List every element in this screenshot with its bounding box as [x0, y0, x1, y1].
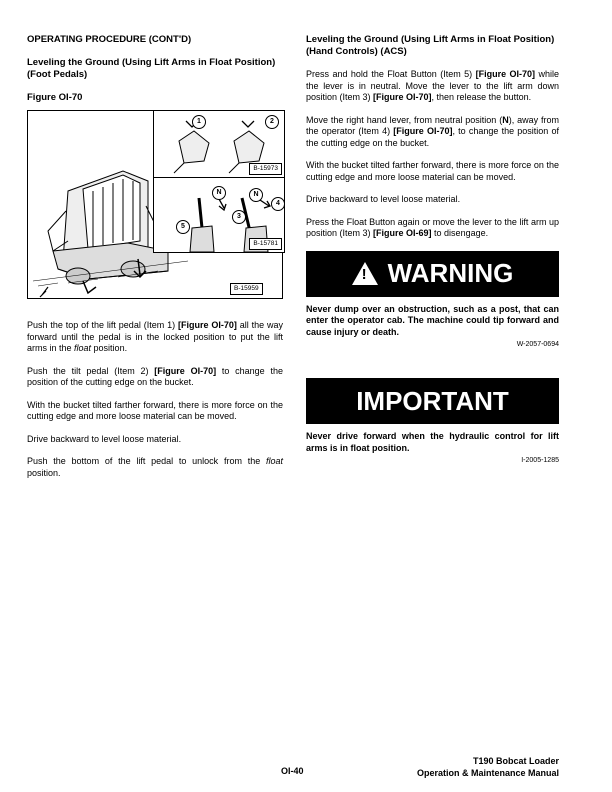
- figure-label: Figure OI-70: [27, 92, 83, 103]
- subsection-title-foot-pedals: Leveling the Ground (Using Lift Arms in Float Position) (Foot Pedals): [27, 57, 276, 80]
- important-title: IMPORTANT: [356, 385, 509, 416]
- callout-2: 2: [265, 115, 279, 129]
- right-column: [306, 34, 559, 464]
- right-paragraph-2: Move the right hand lever, from neutral position (N), away from the operator (Item 4) [Figure OI-70], to change the position of the cutting edge on the bucket.: [306, 114, 560, 148]
- figure-code-main: B-15959: [230, 283, 263, 295]
- figure-reference: [Figure OI-69]: [373, 228, 432, 238]
- left-paragraph-4: Drive backward to level loose material.: [27, 433, 182, 444]
- right-paragraph-3: With the bucket tilted farther forward, there is more force on the cutting edge and more loose material can be moved.: [306, 160, 559, 182]
- important-code: I-2005-1285: [521, 457, 559, 464]
- foot-pedal-inset: [153, 110, 285, 178]
- figure-code-top: B-15973: [249, 163, 282, 175]
- footer-manual: Operation & Maintenance Manual: [416, 768, 559, 778]
- callout-1: 1: [192, 115, 206, 129]
- left-paragraph-1: Push the top of the lift pedal (Item 1) [Figure OI-70] all the way forward until the pedal is in the locked position to put the lift arms in the float position.: [27, 320, 283, 353]
- warning-code: W-2057-0694: [516, 341, 559, 348]
- section-title: OPERATING PROCEDURE (CONT'D): [27, 34, 192, 45]
- left-column: [27, 34, 283, 490]
- callout-5: 5: [176, 220, 190, 234]
- warning-banner: [306, 251, 559, 297]
- left-paragraph-5: Push the bottom of the lift pedal to unlock from the float position.: [27, 456, 283, 478]
- callout-n-right: N: [249, 188, 263, 202]
- figure-oi-70: [27, 110, 283, 299]
- important-text: Never drive forward when the hydraulic control for lift arms is in float position.: [306, 431, 559, 453]
- figure-reference: [Figure OI-70]: [373, 92, 432, 102]
- figure-reference: [Figure OI-70]: [154, 365, 217, 376]
- callout-4: 4: [271, 197, 285, 211]
- subsection-title-hand-controls: Leveling the Ground (Using Lift Arms in Float Position) (Hand Controls) (ACS): [306, 34, 555, 57]
- footer-manual-info: [417, 755, 559, 779]
- left-paragraph-2: Push the tilt pedal (Item 2) [Figure OI-70] to change the position of the cutting edge on the bucket.: [27, 365, 283, 387]
- warning-text: Never dump over an obstruction, such as a post, that can enter the operator cab. The machine could tip forward and cause injury or death.: [306, 303, 559, 337]
- figure-code-mid: B-15781: [249, 238, 282, 250]
- footer-product: T190 Bobcat Loader: [472, 756, 559, 766]
- hand-control-inset: [153, 177, 285, 253]
- warning-triangle-icon: !: [352, 262, 378, 285]
- right-paragraph-1: Press and hold the Float Button (Item 5) [Figure OI-70] while the lever is in neutral. Move the lever to the lift arm down position (Item 3) [Figure OI-70], then release the button.: [306, 69, 559, 102]
- important-banner: [306, 378, 559, 424]
- callout-3: 3: [232, 210, 246, 224]
- figure-reference: [Figure OI-70]: [393, 126, 453, 136]
- callout-n-left: N: [212, 186, 226, 200]
- figure-reference: [Figure OI-70]: [177, 320, 237, 330]
- warning-title: WARNING: [387, 258, 514, 288]
- figure-reference: [Figure OI-70]: [475, 69, 536, 79]
- left-paragraph-3: With the bucket tilted farther forward, there is more force on the cutting edge and more loose material can be moved.: [27, 399, 283, 421]
- right-paragraph-4: Drive backward to level loose material.: [306, 194, 461, 204]
- page-number: OI-40: [281, 766, 304, 776]
- right-paragraph-5: Press the Float Button again or move the lever to the lift arm up position (Item 3) [Figure OI-69] to disengage.: [306, 216, 559, 238]
